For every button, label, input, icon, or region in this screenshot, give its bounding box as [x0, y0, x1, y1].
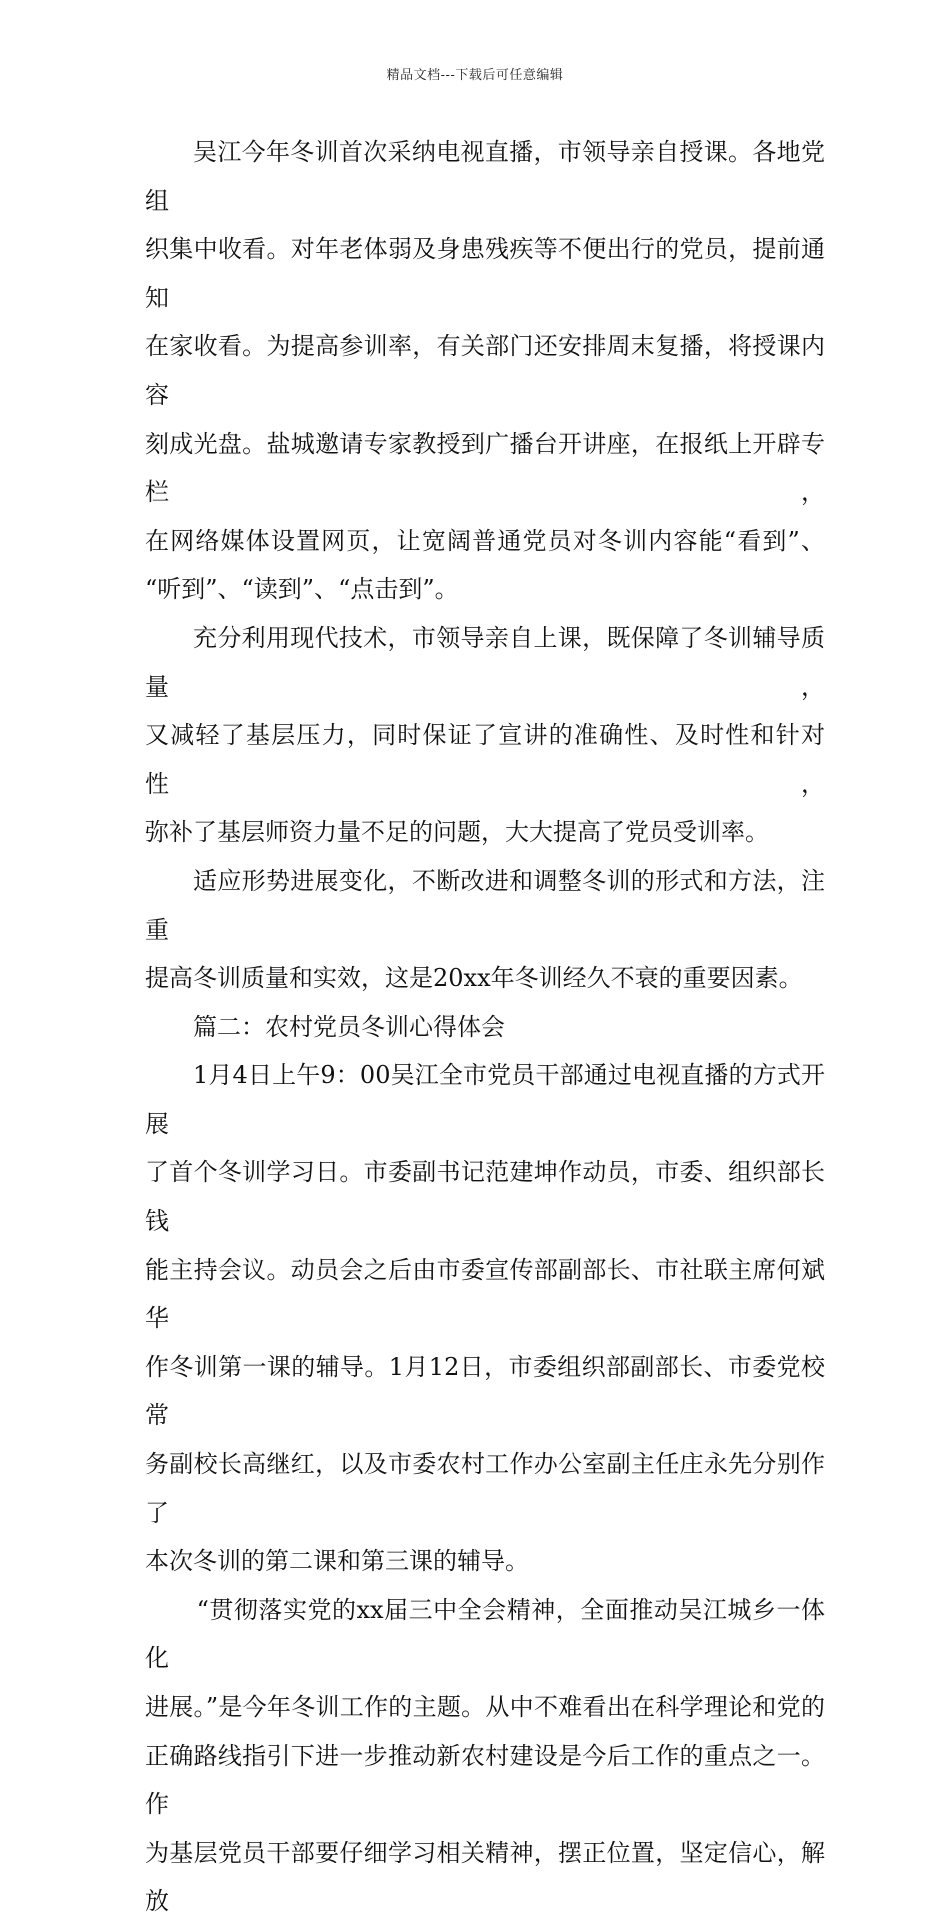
text-line: 在家收看。为提高参训率，有关部门还安排周末复播，将授课内容 — [145, 332, 825, 409]
text-line: 适应形势进展变化，不断改进和调整冬训的形式和方法，注重 — [145, 866, 825, 944]
text-line: 织集中收看。对年老体弱及身患残疾等不便出行的党员，提前通知 — [145, 235, 825, 312]
text-line: 作冬训第一课的辅导。1月12日，市委组织部副部长、市委党校常 — [145, 1352, 825, 1430]
text-line: 本次冬训的第二课和第三课的辅导。 — [145, 1547, 529, 1576]
paragraph-adapt-forms — [145, 857, 825, 1003]
text-line: 在网络媒体设置网页，让宽阔普通党员对冬训内容能“看到”、 — [145, 526, 825, 555]
text-line: 提高冬训质量和实效，这是20xx年冬训经久不衰的重要因素。 — [145, 964, 803, 993]
text-line: 又减轻了基层压力，同时保证了宣讲的准确性、及时性和针对性， — [145, 721, 825, 798]
document-body — [145, 128, 825, 1926]
paragraph-study-day — [145, 1051, 825, 1586]
text-line: “贯彻落实党的xx届三中全会精神，全面推动吴江城乡一体化 — [145, 1595, 825, 1673]
paragraph-theme — [145, 1586, 825, 1926]
section-heading-part-two — [145, 1003, 825, 1052]
section-title: 篇二：农村党员冬训心得体会 — [193, 1012, 505, 1041]
text-line: 进展。”是今年冬训工作的主题。从中不难看出在科学理论和党的 — [145, 1693, 825, 1721]
text-line: 为基层党员干部要仔细学习相关精神，摆正位置，坚定信心，解放 — [145, 1838, 825, 1916]
page-header: 精品文档---下载后可任意编辑 — [386, 68, 564, 83]
text-line: 1月4日上午9：00吴江全市党员干部通过电视直播的方式开展 — [145, 1061, 825, 1138]
text-line: “听到”、“读到”、“点击到”。 — [145, 575, 459, 604]
text-line: 吴江今年冬训首次采纳电视直播，市领导亲自授课。各地党组 — [145, 138, 825, 215]
paragraph-tv-broadcast — [145, 128, 825, 614]
text-line: 充分利用现代技术，市领导亲自上课，既保障了冬训辅导质量， — [145, 623, 825, 701]
text-line: 弥补了基层师资力量不足的问题，大大提高了党员受训率。 — [145, 818, 769, 847]
text-line: 刻成光盘。盐城邀请专家教授到广播台开讲座，在报纸上开辟专栏， — [145, 429, 825, 507]
text-line: 了首个冬训学习日。市委副书记范建坤作动员，市委、组织部长钱 — [145, 1158, 825, 1236]
text-line: 能主持会议。动员会之后由市委宣传部副部长、市社联主席何斌华 — [145, 1255, 825, 1333]
text-line: 正确路线指引下进一步推动新农村建设是今后工作的重点之一。作 — [145, 1741, 825, 1819]
paragraph-modern-technology — [145, 614, 825, 857]
text-line: 务副校长高继红，以及市委农村工作办公室副主任庄永先分别作了 — [145, 1450, 825, 1527]
